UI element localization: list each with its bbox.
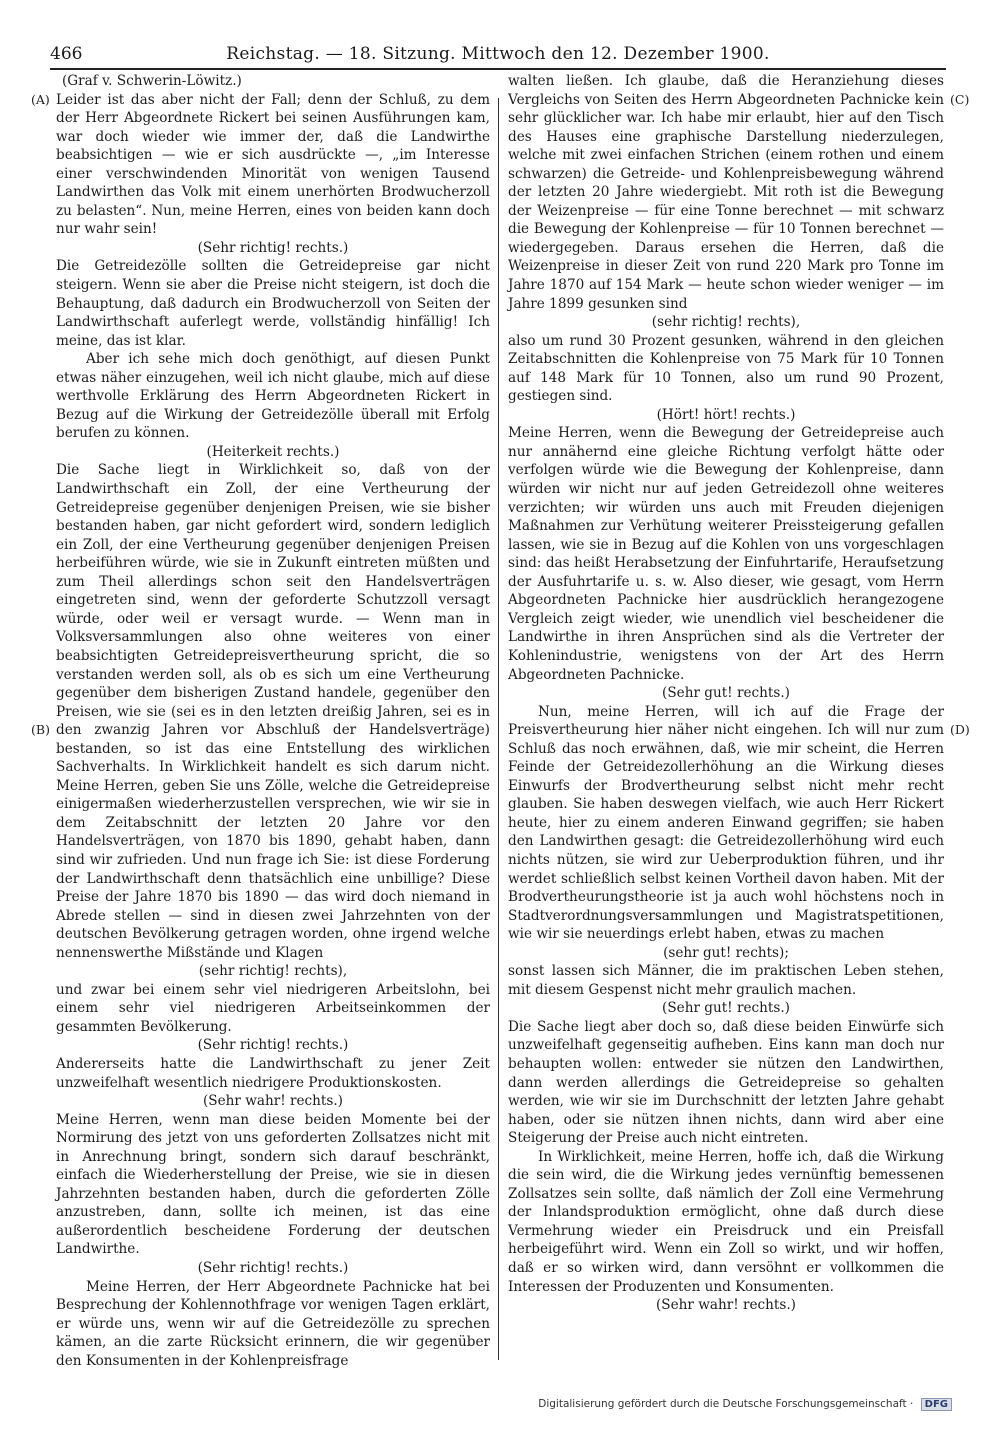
paragraph: Andererseits hatte die Landwirthschaft zu jener Zeit unzweifelhaft wesentlich niedrigere Produktionskosten. (56, 1055, 490, 1091)
page-number: 466 (50, 44, 83, 64)
paragraph: walten ließen. Ich glaube, daß die Heranziehung dieses Vergleichs von Seiten des Herrn Abgeordneten Pachnicke kein sehr glücklicher war. Ich habe mir erlaubt, hier auf den Tisch des Hauses eine graphische Darstellung niederzulegen, welche mit zwei einfachen Strichen (einem rothen und einem schwarzen) die Getreide- und Kohlenpreisbewegung während der letzten 20 Jahre wiedergiebt. Mit roth ist die Bewegung der Weizenpreise — für eine Tonne berechnet — mit schwarz die Bewegung der Kohlenpreise — für 10 Tonnen berechnet — wiedergegeben. Daraus ersehen die Herren, daß die Weizenpreise in dieser Zeit von rund 220 Mark pro Tonne im Jahre 1870 auf 154 Mark — heute schon wieder weniger — im Jahre 1899 gesunken sind (508, 73, 944, 312)
interjection: (sehr richtig! rechts), (651, 314, 801, 331)
paragraph: Leider ist das aber nicht der Fall; denn der Schluß, zu dem der Herr Abgeordnete Rickert bei seinen Ausführungen kam, war doch wieder wie immer der, daß die Landwirthe beabsichtigen — wie er sich ausdrückte —, „im Interesse einer verschwindenden Minorität von wenigen Tausend Landwirthen das Volk mit einem unerhörten Brodwucherzoll zu belasten“. Nun, meine Herren, eines von beiden kann doch nur wahr sein! (56, 91, 490, 238)
digitization-credit (538, 1398, 952, 1411)
paragraph: Die Sache liegt in Wirklichkeit so, daß von der Landwirthschaft ein Zoll, der eine Vertheurung der Getreidepreise gegenüber denjenigen Preisen, wie sie bisher bestanden haben, gar nicht gefordert wird, sondern lediglich ein Zoll, der eine Vertheurung gegenüber denjenigen Preisen herbeiführen würde, wie sie in Zukunft eintreten müßten und zum Theil allerdings schon seit den Handelsverträgen eingetreten sind, wenn der geforderte Schutzzoll versagt würde, oder weil er versagt wurde. — Wenn man in Volksversammlungen also ohne weiteres von einer beabsichtigten Getreidepreisvertheurung spricht, die so verstanden werden soll, als ob es sich um eine Vertheurung gegenüber dem bisherigen Zustand handele, gegenüber den Preisen, wie sie (sei es in den letzten dreißig Jahren, sei es in den zwanzig Jahren vor Abschluß der Handelsverträge) bestanden, so ist das eine Entstellung des wirklichen Sachverhalts. In Wirklichkeit handelt es sich darum nicht. Meine Herren, geben Sie uns Zölle, welche die Getreidepreise einigermaßen wiederherzustellen versprechen, wie wir sie in dem Zeitabschnitt der letzten 20 Jahre vor den Handelsverträgen, von 1870 bis 1890, gehabt haben, dann sind wir zufrieden. Und nun frage ich Sie: ist diese Forderung der Landwirthschaft denn thatsächlich eine unbillige? Diese Preise der Jahre 1870 bis 1890 — das wird doch niemand in Abrede stellen — sind in diesen zwei Jahrzehnten von der deutschen Bevölkerung getragen worden, ohne irgend welche nennenswerthe Mißstände und Klagen (56, 462, 490, 961)
interjection: (Sehr wahr! rechts.) (656, 1297, 796, 1314)
interjection: (Sehr richtig! rechts.) (197, 1037, 349, 1054)
credit-text: Digitalisierung gefördert durch die Deutsche Forschungsgemeinschaft · (538, 1398, 914, 1410)
dfg-logo: DFG (921, 1398, 952, 1411)
interjection: (sehr gut! rechts); (663, 944, 789, 961)
paragraph: Die Sache liegt aber doch so, daß diese beiden Einwürfe sich unzweifelhaft gegenseitig aufheben. Eins kann man doch nur behaupten wollen: entweder sie nützen den Landwirthen, dann werden allerdings die Getreidepreise so gehalten werden, wie wir sie im Durchschnitt der letzten Jahre gehabt haben, oder sie nützen ihnen nichts, dann wird aber eine Steigerung der Preise auch nicht eintreten. (508, 1018, 944, 1147)
margin-label-d: (D) (950, 722, 970, 737)
paragraph: also um rund 30 Prozent gesunken, während in den gleichen Zeitabschnitten die Kohlenpreise von 75 Mark für 10 Tonnen auf 148 Mark für 10 Tonnen, also um rund 90 Prozent, gestiegen sind. (508, 332, 944, 405)
paragraph: sonst lassen sich Männer, die im praktischen Leben stehen, mit diesem Gespenst nicht mehr graulich machen. (508, 963, 944, 998)
right-column (508, 72, 944, 1315)
paragraph: Die Getreidezölle sollten die Getreidepreise gar nicht steigern. Wenn sie aber die Preise nicht steigern, ist doch die Behauptung, daß dadurch ein Brodwucherzoll von Seiten der Landwirthschaft auferlegt werde, vollständig hinfällig! Ich meine, das ist klar. (56, 258, 490, 349)
interjection: (Sehr gut! rechts.) (662, 1000, 790, 1017)
speaker-label: (Graf v. Schwerin-Löwitz.) (62, 73, 242, 89)
interjection: (Hört! hört! rechts.) (656, 406, 796, 423)
page-title: Reichstag. — 18. Sitzung. Mittwoch den 12. Dezember 1900. (226, 44, 770, 64)
paragraph: Meine Herren, wenn die Bewegung der Getreidepreise auch nur annähernd eine gleiche Richtung verfolgt hätte oder verfolgen würde wie die Bewegung der Kohlenpreise, dann würden wir nicht nur auf jeden Getreidezoll ohne weiteres verzichten; wir würden uns auch mit Freuden diejenigen Maßnahmen zur Verhütung weiterer Preissteigerung gefallen lassen, wie sie in Bezug auf die Kohlen von uns vorgeschlagen sind: das heißt Herabsetzung der Einfuhrtarife, Heraufsetzung der Ausfuhrtarife u. s. w. Also dieser, wie gesagt, vom Herrn Abgeordneten Pachnicke hier ausdrücklich herangezogene Vergleich zeigt wieder, wie unendlich viel bescheidener die Landwirthe in ihren Ansprüchen sind als die Vertreter der Kohlenindustrie, wenigstens von der Art des Herrn Abgeordneten Pachnicke. (508, 425, 944, 683)
interjection: (Sehr richtig! rechts.) (197, 1260, 349, 1276)
paragraph: und zwar bei einem sehr viel niedrigeren Arbeitslohn, bei einem sehr viel niedrigeren Arbeitseinkommen der gesammten Bevölkerung. (56, 981, 490, 1035)
paragraph: Meine Herren, der Herr Abgeordnete Pachnicke hat bei Besprechung der Kohlennothfrage vor wenigen Tagen erklärt, er würde uns, wenn wir auf die Getreidezölle zu sprechen kämen, an die zarte Rücksicht erinnern, die wir gegenüber den Konsumenten in der Kohlenpreisfrage (56, 1278, 490, 1369)
interjection: (Sehr wahr! rechts.) (203, 1093, 343, 1110)
paragraph: Meine Herren, wenn man diese beiden Momente bei der Normirung des jetzt von uns geforderten Zollsatzes nicht mit in Anrechnung bringt, sondern sich darauf beschränkt, einfach die Wiederherstellung der Preise, wie sie in diesen Jahrzehnten bestanden haben, durch die geforderten Zölle anzustreben, dann, sollte ich meinen, ist das eine außerordentlich bescheidene Forderung der deutschen Landwirthe. (56, 1111, 490, 1258)
paragraph: In Wirklichkeit, meine Herren, hoffe ich, daß die Wirkung die sein wird, die die Wirkung jedes vernünftig bemessenen Zollsatzes sein sollte, daß nämlich der Zoll eine Vermehrung der Inlandsproduktion ermöglicht, ohne daß durch diese Vermehrung wieder ein Preisdruck und ein Preisfall herbeigeführt wird. Wenn ein Zoll so wirkt, und wir hoffen, daß er so wirken wird, dann versöhnt er vollkommen die Interessen der Produzenten und Konsumenten. (508, 1148, 944, 1295)
paragraph: Nun, meine Herren, will ich auf die Frage der Preisvertheurung hier näher nicht eingehen. Ich will nur zum Schluß das noch erwähnen, daß, wie mir scheint, die Herren Feinde der Getreidezollerhöhung an die Wirkung dieses Einwurfs der Brodvertheurung selbst nicht mehr recht glauben. Sie haben deswegen vielfach, wie auch Herr Rickert heute, hier zu einem anderen Einwand gegriffen; sie haben den Landwirthen gesagt: die Getreidezollerhöhung wird euch nichts nützen, sie wird zur Ueberproduktion führen, und ihr werdet schließlich selbst keinen Vortheil davon haben. Mit der Brodvertheurungstheorie ist ja auch wohl höchstens noch in Stadtverordnungsversammlungen und Magistratspetitionen, wie wir sie neuerdings erlebt haben, etwas zu machen (508, 703, 944, 943)
interjection: (Heiterkeit rechts.) (206, 443, 340, 460)
margin-label-a: (A) (31, 92, 50, 107)
interjection: (Sehr gut! rechts.) (662, 685, 790, 702)
margin-label-b: (B) (31, 722, 50, 737)
interjection: (Sehr richtig! rechts.) (197, 239, 349, 256)
left-column (56, 72, 490, 1370)
interjection: (sehr richtig! rechts), (198, 963, 348, 980)
column-divider (498, 98, 499, 1360)
page-header (50, 44, 946, 70)
paragraph: Aber ich sehe mich doch genöthigt, auf diesen Punkt etwas näher einzugehen, weil ich nicht glaube, mich auf diese werthvolle Erklärung des Herrn Abgeordneten Rickert in Bezug auf die Wirkung der Getreidezölle überall mit Erfolg berufen zu können. (56, 351, 490, 442)
header-rule (50, 68, 946, 70)
margin-label-c: (C) (950, 92, 970, 107)
